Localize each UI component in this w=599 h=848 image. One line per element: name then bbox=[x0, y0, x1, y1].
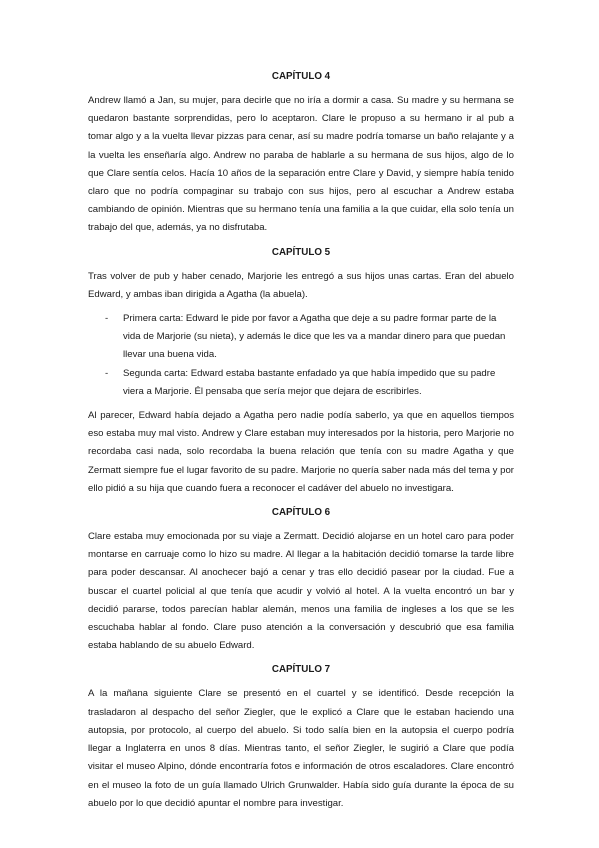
list-item bbox=[88, 310, 514, 365]
chapter-title: CAPÍTULO 6 bbox=[271, 507, 331, 519]
list-item-text: Primera carta: Edward le pide por favor a Agatha que deje a su padre formar parte de la vida de Marjorie (su nieta), y además le dice que les va a mandar dinero para que puedan llevar una buena vida. bbox=[123, 313, 506, 361]
chapter-title: CAPÍTULO 7 bbox=[271, 664, 331, 676]
chapter-4 bbox=[88, 68, 514, 238]
chapter-paragraph: A la mañana siguiente Clare se presentó en el cuartel y se identificó. Desde recepción la trasladaron al despacho del señor Ziegler, que le explicó a Clare que le estaban haciendo una autopsia, por protocolo, al cuerpo del abuelo. Si todo salía bien en la autopsia el cuerpo podría llegar a Inglaterra en unos 8 días. Mientras tanto, el señor Ziegler, le sugirió a Clare que podía visitar el museo Alpino, dónde encontraría fotos e información de otros escaladores. Clare encontró en el museo la foto de un guía llamado Ulrich Grunwalder. Había sido guía durante la época de su abuelo por lo que decidió apuntar el nombre para investigar. bbox=[88, 688, 514, 809]
chapter-title: CAPÍTULO 4 bbox=[271, 71, 331, 82]
list-item-text: Segunda carta: Edward estaba bastante enfadado ya que había impedido que su padre viera a Marjorie. Él pensaba que sería mejor que dejara de escribirles. bbox=[123, 367, 496, 397]
bullet-dash: - bbox=[105, 313, 109, 325]
letters-list bbox=[88, 310, 514, 401]
chapter-5 bbox=[88, 244, 514, 498]
list-item bbox=[88, 365, 514, 401]
document-page bbox=[88, 68, 514, 819]
chapter-7 bbox=[88, 661, 514, 812]
chapter-6 bbox=[88, 504, 514, 655]
chapter-paragraph: Andrew llamó a Jan, su mujer, para decirle que no iría a dormir a casa. Su madre y su hermana se quedaron bastante sorprendidas, pero lo aceptaron. Clare le propuso a su hermano ir al pub a tomar algo y a la vuelta llevar pizzas para cenar, así su madre podría tomarse un baño relajante y a la vuelta les enseñaría algo. Andrew no paraba de hablarle a su hermana de sus hijos, algo de lo que Clare sentía celos. Hacía 10 años de la separación entre Clare y David, y siempre había tenido claro que no podría compaginar su trabajo con sus hijos, pero al escuchar a Andrew estaba cambiando de opinión. Mientras que su hermano tenía una familia a la que cuidar, ella solo tenía un trabajo del que, además, ya no disfrutaba. bbox=[88, 95, 514, 234]
chapter-title: CAPÍTULO 5 bbox=[271, 246, 331, 258]
bullet-dash: - bbox=[105, 367, 109, 379]
chapter-paragraph: Clare estaba muy emocionada por su viaje a Zermatt. Decidió alojarse en un hotel caro para poder montarse en carruaje como lo hizo su madre. Al llegar a la habitación decidió tomarse la tarde libre para poder descansar. Al anochecer bajó a cenar y tras ello decidió pasear por la ciudad. Fue a buscar el cuartel policial al que tenía que acudir y volvió al hotel. A la vuelta encontró un bar y decidió pararse, todos parecían hablar alemán, menos una familia de ingleses a los que se les escuchaba hablar al fondo. Clare puso atención a la conversación y descubrió que esa familia estaba hablando de su abuelo Edward. bbox=[88, 531, 514, 652]
chapter-intro-paragraph: Tras volver de pub y haber cenado, Marjorie les entregó a sus hijos unas cartas. Eran del abuelo Edward, y ambas iban dirigida a Agatha (la abuela). bbox=[88, 270, 514, 300]
chapter-paragraph: Al parecer, Edward había dejado a Agatha pero nadie podía saberlo, ya que en aquellos tiempos eso estaba muy mal visto. Andrew y Clare estaban muy interesados por la historia, pero Marjorie no recordaba casi nada, solo recordaba la buena relación que tenía con su madre Agatha y que Zermatt siempre fue el lugar favorito de su padre. Marjorie no quería saber nada más del tema y por ello pidió a su hija que cuando fuera a reconocer el cadáver del abuelo no investigara. bbox=[88, 410, 514, 494]
